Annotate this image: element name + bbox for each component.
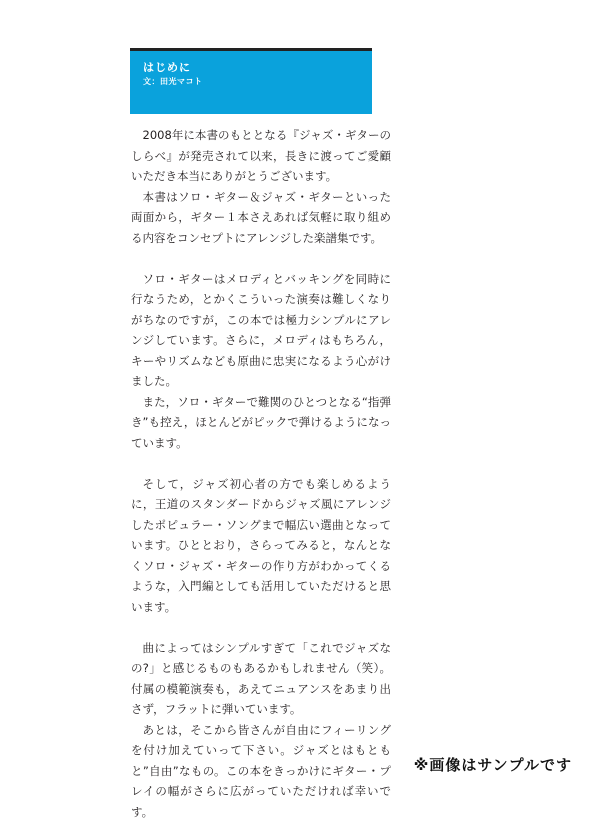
paragraph: あとは，そこから皆さんが自由にフィーリングを付け加えていって下さい。ジャズとはもともと”自由”なもの。この本をきっかけにギター・プレイの幅がさらに広がっていただければ幸いです。 <box>131 720 391 822</box>
introduction-body <box>131 125 391 822</box>
section-header <box>130 48 372 114</box>
sample-image-note: ※画像はサンプルです <box>414 754 572 775</box>
section-title: はじめに <box>143 59 191 75</box>
paragraph: そして，ジャズ初心者の方でも楽しめるように，王道のスタンダードからジャズ風にアレンジしたポピュラー・ソングまで幅広い選曲となっています。ひととおり，さらってみると，なんとなくソロ・ジャズ・ギターの作り方がわかってくるような，入門編としても活用していただけると思います。 <box>131 474 391 618</box>
paragraph: ソロ・ギターはメロディとバッキングを同時に行なうため，とかくこういった演奏は難しくなりがちなのですが，この本では極力シンプルにアレンジしています。さらに，メロディはもちろん，キーやリズムなども原曲に忠実になるよう心がけました。 <box>131 269 391 392</box>
paragraph-gap <box>131 617 391 638</box>
paragraph-gap <box>131 453 391 474</box>
paragraph: 2008年に本書のもととなる『ジャズ・ギターのしらべ』が発売されて以来，長きに渡ってご愛顧いただき本当にありがとうございます。 <box>131 125 391 187</box>
author-credit: 文：田光マコト <box>143 76 203 87</box>
paragraph: また，ソロ・ギターで難関のひとつとなる“指弾き”も控え，ほとんどがピックで弾けるようになっています。 <box>131 392 391 454</box>
paragraph: 本書はソロ・ギター＆ジャズ・ギターといった両面から，ギター１本さえあれば気軽に取り組める内容をコンセプトにアレンジした楽譜集です。 <box>131 187 391 249</box>
paragraph-gap <box>131 248 391 269</box>
paragraph: 曲によってはシンプルすぎて「これでジャズなの?」と感じるものもあるかもしれません（笑）。付属の模範演奏も，あえてニュアンスをあまり出さず，フラットに弾いています。 <box>131 638 391 720</box>
